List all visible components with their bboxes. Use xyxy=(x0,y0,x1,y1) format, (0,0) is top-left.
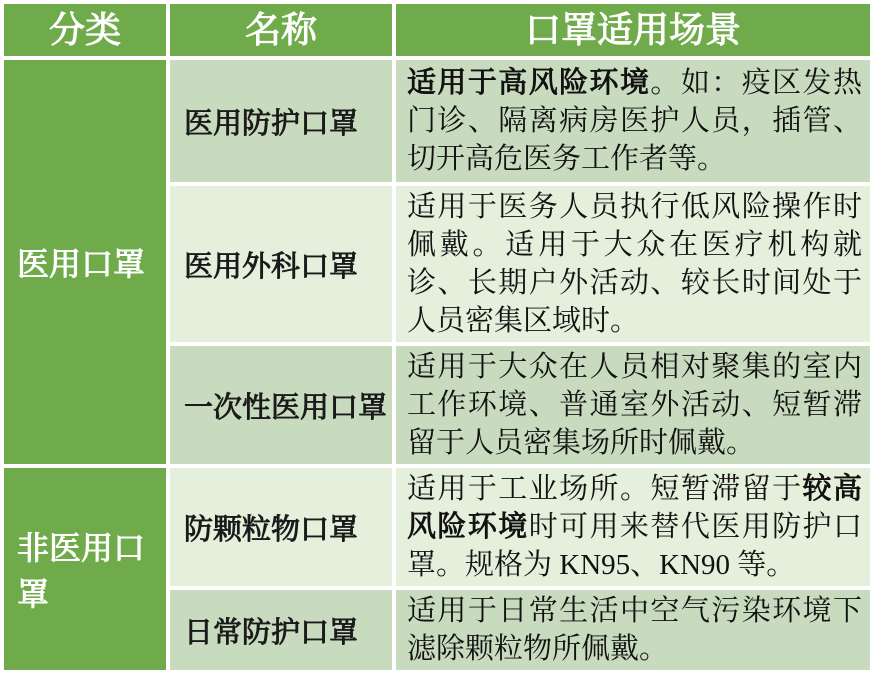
name-cell-disposable: 一次性医用口罩 xyxy=(168,344,394,466)
header-cell-name: 名称 xyxy=(168,2,394,58)
scenario-cell-daily: 适用于日常生活中空气污染环境下滤除颗粒物所佩戴。 xyxy=(394,588,870,672)
scenario-cell-particulate: 适用于工业场所。短暂滞留于较高风险环境时可用来替代医用防护口罩。规格为 KN95、KN90 等。 xyxy=(394,466,870,588)
name-cell-daily: 日常防护口罩 xyxy=(168,588,394,672)
table-row-particulate xyxy=(2,466,870,588)
header-cell-category: 分类 xyxy=(2,2,168,58)
category-cell-medical: 医用口罩 xyxy=(2,58,168,466)
scenario-cell-disposable: 适用于大众在人员相对聚集的室内工作环境、普通室外活动、短暂滞留于人员密集场所时佩戴。 xyxy=(394,344,870,466)
name-cell-particulate: 防颗粒物口罩 xyxy=(168,466,394,588)
table-row-medical-protective xyxy=(2,58,870,184)
scenario-cell-surgical: 适用于医务人员执行低风险操作时佩戴。适用于大众在医疗机构就诊、长期户外活动、较长时间处于人员密集区域时。 xyxy=(394,184,870,344)
name-cell-medical-protective: 医用防护口罩 xyxy=(168,58,394,184)
header-row xyxy=(2,2,870,58)
name-cell-surgical: 医用外科口罩 xyxy=(168,184,394,344)
header-cell-scenario: 口罩适用场景 xyxy=(394,2,870,58)
category-cell-non-medical: 非医用口罩 xyxy=(2,466,168,672)
scenario-cell-medical-protective: 适用于高风险环境。如：疫区发热门诊、隔离病房医护人员，插管、切开高危医务工作者等。 xyxy=(394,58,870,184)
